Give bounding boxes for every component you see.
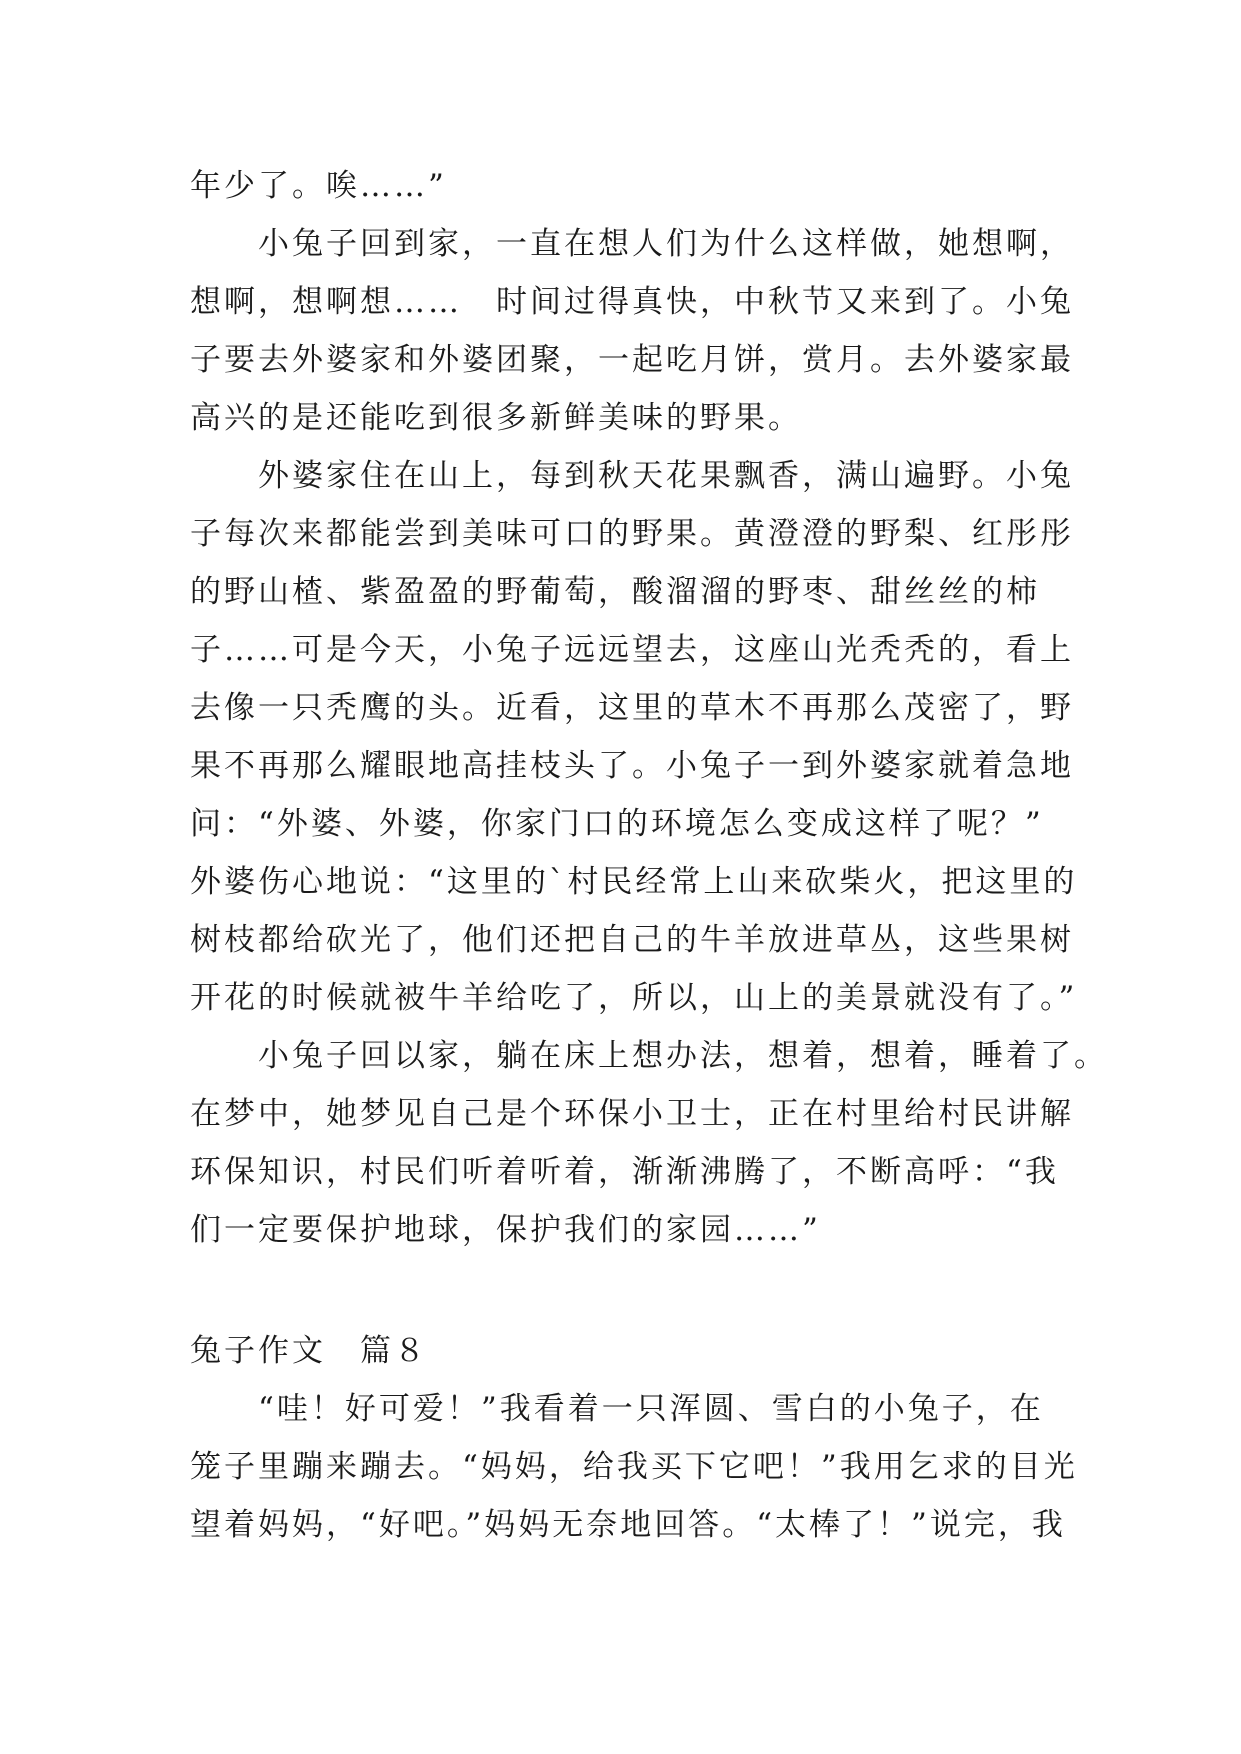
text-line: 去像一只秃鹰的头。近看，这里的草木不再那么茂密了，野 xyxy=(190,690,1074,726)
text-line: 想啊，想啊想…… 时间过得真快，中秋节又来到了。小兔 xyxy=(190,284,1074,320)
text-line: 望着妈妈，“好吧。”妈妈无奈地回答。“太棒了！”说完，我 xyxy=(190,1507,1066,1543)
text-line: 外婆家住在山上，每到秋天花果飘香，满山遍野。小兔 xyxy=(190,458,1074,494)
text-line: 高兴的是还能吃到很多新鲜美味的野果。 xyxy=(190,400,802,436)
story-text-bottom xyxy=(190,1380,1078,1554)
text-line: 树枝都给砍光了，他们还把自己的牛羊放进草丛，这些果树 xyxy=(190,922,1074,958)
text-line: 小兔子回以家，躺在床上想办法，想着，想着，睡着了。 xyxy=(190,1038,1108,1074)
text-line: 问：“外婆、外婆，你家门口的环境怎么变成这样了呢？” xyxy=(190,806,1044,842)
text-line: 年少了。唉……” xyxy=(190,168,447,204)
text-line: 外婆伤心地说：“这里的`村民经常上山来砍柴火，把这里的 xyxy=(190,864,1078,900)
text-line: 的野山楂、紫盈盈的野葡萄，酸溜溜的野枣、甜丝丝的柿 xyxy=(190,574,1040,610)
text-line: 小兔子回到家，一直在想人们为什么这样做，她想啊， xyxy=(190,226,1074,262)
text-line: 笼子里蹦来蹦去。“妈妈，给我买下它吧！”我用乞求的目光 xyxy=(190,1449,1078,1485)
text-line: “哇！好可爱！”我看着一只浑圆、雪白的小兔子，在 xyxy=(190,1391,1044,1427)
section-heading: 兔子作文 篇８ xyxy=(190,1333,428,1369)
text-line: 子每次来都能尝到美味可口的野果。黄澄澄的野梨、红彤彤 xyxy=(190,516,1074,552)
text-line: 在梦中，她梦见自己是个环保小卫士，正在村里给村民讲解 xyxy=(190,1096,1074,1132)
text-line: 果不再那么耀眼地高挂枝头了。小兔子一到外婆家就着急地 xyxy=(190,748,1074,784)
text-line: 们一定要保护地球，保护我们的家园……” xyxy=(190,1212,821,1248)
text-line: 子……可是今天，小兔子远远望去，这座山光秃秃的，看上 xyxy=(190,632,1074,668)
text-line: 子要去外婆家和外婆团聚，一起吃月饼，赏月。去外婆家最 xyxy=(190,342,1074,378)
text-line: 开花的时候就被牛羊给吃了，所以，山上的美景就没有了。” xyxy=(190,980,1078,1016)
story-text-top xyxy=(190,157,1108,1259)
text-line: 环保知识，村民们听着听着，渐渐沸腾了，不断高呼：“我 xyxy=(190,1154,1059,1190)
